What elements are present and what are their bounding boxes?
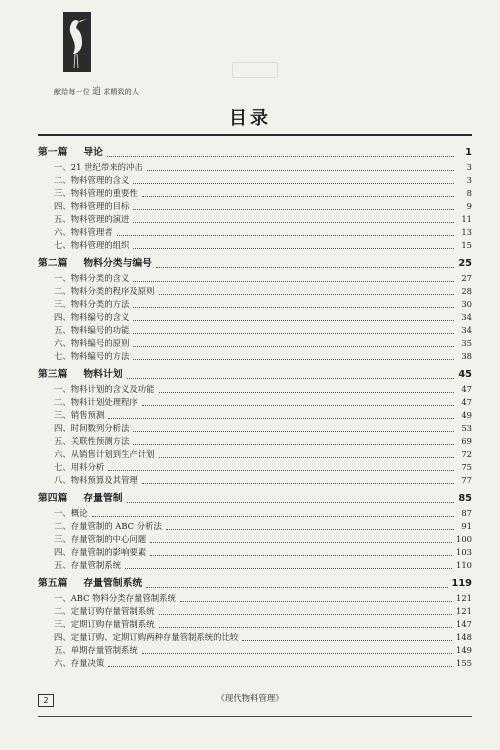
entry-page: 49	[461, 410, 472, 420]
leader-dots	[133, 320, 454, 321]
page-number: 2	[38, 694, 54, 707]
toc-entry[interactable]	[38, 461, 472, 474]
entry-page: 30	[461, 299, 472, 309]
toc-entry[interactable]	[38, 533, 472, 546]
entry-page: 75	[461, 462, 472, 472]
part-title: 存量管制系统	[83, 578, 143, 589]
toc-entry[interactable]	[38, 311, 472, 324]
toc-entry[interactable]	[38, 272, 472, 285]
leader-dots	[108, 470, 454, 471]
entry-label: 五、物料管理的演进	[54, 214, 130, 224]
entry-page: 72	[461, 449, 472, 459]
footer-divider	[38, 716, 472, 717]
egret-logo	[63, 12, 91, 72]
part-title: 物料计划	[83, 369, 123, 380]
leader-dots	[133, 444, 454, 445]
entry-page: 77	[461, 475, 472, 485]
entry-page: 155	[456, 658, 472, 668]
toc-entry[interactable]	[38, 187, 472, 200]
leader-dots	[107, 156, 454, 157]
leader-dots	[92, 516, 455, 517]
entry-label: 一、21 世纪带来的冲击	[54, 162, 143, 172]
part-heading-label	[38, 145, 103, 161]
entry-label: 二、物料计划处理程序	[54, 397, 138, 407]
part-number: 第二篇	[38, 258, 68, 269]
part-title: 导论	[83, 147, 103, 158]
part-page: 85	[458, 493, 472, 504]
entry-label: 八、物料预算及其管理	[54, 475, 138, 485]
toc-entry[interactable]	[38, 422, 472, 435]
toc-entry[interactable]	[38, 337, 472, 350]
toc-entry[interactable]	[38, 520, 472, 533]
page-title: 目录	[229, 108, 271, 129]
leader-dots	[125, 568, 452, 569]
entry-label: 五、存量管制系统	[54, 560, 121, 570]
entry-label: 一、物料计划的含义及功能	[54, 384, 155, 394]
entry-page: 34	[461, 312, 472, 322]
leader-dots	[133, 431, 454, 432]
entry-label: 四、时间数列分析法	[54, 423, 130, 433]
part-heading-label	[38, 367, 123, 383]
entry-page: 11	[461, 214, 472, 224]
toc-entry[interactable]	[38, 239, 472, 252]
entry-page: 91	[461, 521, 472, 531]
leader-dots	[159, 457, 455, 458]
toc-entry[interactable]	[38, 298, 472, 311]
entry-page: 53	[461, 423, 472, 433]
entry-label: 六、从销售计划到生产计划	[54, 449, 155, 459]
part-heading-label	[38, 256, 152, 272]
entry-page: 103	[456, 547, 472, 557]
leader-dots	[117, 235, 454, 236]
entry-label: 一、概论	[54, 508, 88, 518]
part-page: 25	[458, 258, 472, 269]
leader-dots	[133, 346, 454, 347]
toc-entry[interactable]	[38, 546, 472, 559]
part-number: 第四篇	[38, 493, 68, 504]
toc-part	[38, 256, 472, 363]
toc-part-heading[interactable]	[38, 145, 472, 161]
title-divider	[38, 134, 472, 136]
leader-dots	[133, 222, 454, 223]
toc-entry[interactable]	[38, 324, 472, 337]
toc-entry[interactable]	[38, 285, 472, 298]
leader-dots	[146, 587, 447, 588]
entry-page: 148	[456, 632, 472, 642]
entry-label: 四、物料管理的目标	[54, 201, 130, 211]
entry-label: 五、单期存量管制系统	[54, 645, 138, 655]
entry-page: 3	[466, 175, 472, 185]
entry-page: 27	[461, 273, 472, 283]
leader-dots	[159, 392, 455, 393]
toc-entry[interactable]	[38, 161, 472, 174]
toc-part-heading[interactable]	[38, 491, 472, 507]
entry-label: 一、ABC 物料分类存量管制系统	[54, 593, 176, 603]
toc-entry[interactable]	[38, 213, 472, 226]
leader-dots	[142, 196, 454, 197]
part-number: 第一篇	[38, 147, 68, 158]
leader-dots	[133, 209, 454, 210]
toc-entry[interactable]	[38, 559, 472, 572]
leader-dots	[150, 542, 452, 543]
entry-page: 47	[461, 397, 472, 407]
entry-label: 三、物料管理的重要性	[54, 188, 138, 198]
leader-dots	[147, 170, 454, 171]
entry-label: 二、定量订购存量管制系统	[54, 606, 155, 616]
leader-dots	[133, 248, 454, 249]
bleed-through-mark	[232, 62, 278, 78]
entry-label: 七、用料分析	[54, 462, 105, 472]
leader-dots	[180, 601, 452, 602]
toc-entry[interactable]	[38, 396, 472, 409]
toc-entry[interactable]	[38, 657, 472, 670]
entry-label: 三、销售预测	[54, 410, 105, 420]
entry-label: 五、物料编号的功能	[54, 325, 130, 335]
toc-entry[interactable]	[38, 200, 472, 213]
toc-entry[interactable]	[38, 350, 472, 363]
leader-dots	[133, 307, 454, 308]
toc-entry[interactable]	[38, 592, 472, 605]
toc-entry[interactable]	[38, 631, 472, 644]
part-page: 1	[465, 147, 472, 158]
toc-entry[interactable]	[38, 226, 472, 239]
entry-page: 35	[461, 338, 472, 348]
leader-dots	[127, 378, 454, 379]
leader-dots	[242, 640, 452, 641]
entry-label: 二、物料分类的程序及原则	[54, 286, 155, 296]
toc-entry[interactable]	[38, 409, 472, 422]
leader-dots	[108, 418, 454, 419]
entry-page: 149	[456, 645, 472, 655]
leader-dots	[133, 281, 454, 282]
entry-page: 47	[461, 384, 472, 394]
toc-entry[interactable]	[38, 605, 472, 618]
entry-page: 34	[461, 325, 472, 335]
leader-dots	[142, 405, 454, 406]
entry-label: 七、物料编号的方法	[54, 351, 130, 361]
entry-label: 三、定期订购存量管制系统	[54, 619, 155, 629]
entry-label: 二、存量管制的 ABC 分析法	[54, 521, 162, 531]
entry-label: 六、物料编号的原则	[54, 338, 130, 348]
leader-dots	[150, 555, 452, 556]
entry-page: 13	[461, 227, 472, 237]
toc-part-heading[interactable]	[38, 256, 472, 272]
book-title: 《现代物料管理》	[216, 693, 284, 703]
entry-page: 3	[466, 162, 472, 172]
part-number: 第三篇	[38, 369, 68, 380]
entry-page: 87	[461, 508, 472, 518]
entry-page: 121	[456, 593, 472, 603]
leader-dots	[127, 502, 454, 503]
entry-label: 六、物料管理者	[54, 227, 113, 237]
entry-page: 121	[456, 606, 472, 616]
entry-label: 四、存量管制的影响要素	[54, 547, 147, 557]
toc-entry[interactable]	[38, 507, 472, 520]
part-number: 第五篇	[38, 578, 68, 589]
entry-label: 七、物料管理的组织	[54, 240, 130, 250]
entry-label: 三、存量管制的中心问题	[54, 534, 147, 544]
leader-dots	[108, 666, 452, 667]
toc-part	[38, 576, 472, 670]
toc-entry[interactable]	[38, 448, 472, 461]
entry-page: 69	[461, 436, 472, 446]
entry-label: 四、定量订购、定期订购两种存量管制系统的比较	[54, 632, 239, 642]
toc-entry[interactable]	[38, 435, 472, 448]
entry-label: 六、存量决策	[54, 658, 105, 668]
leader-dots	[133, 183, 454, 184]
table-of-contents	[38, 145, 472, 674]
entry-label: 二、物料管理的含义	[54, 175, 130, 185]
entry-label: 一、物料分类的含义	[54, 273, 130, 283]
leader-dots	[133, 333, 454, 334]
leader-dots	[142, 483, 454, 484]
entry-label: 三、物料分类的方法	[54, 299, 130, 309]
toc-entry[interactable]	[38, 644, 472, 657]
toc-part	[38, 491, 472, 572]
leader-dots	[156, 267, 454, 268]
part-title: 物料分类与编号	[83, 258, 152, 269]
header-tagline: 献给每一位 追 求精致的人	[54, 87, 140, 97]
leader-dots	[142, 653, 452, 654]
entry-page: 110	[456, 560, 472, 570]
leader-dots	[159, 294, 455, 295]
part-page: 45	[458, 369, 472, 380]
egret-icon	[63, 12, 91, 72]
toc-entry[interactable]	[38, 474, 472, 487]
entry-label: 五、关联性预测方法	[54, 436, 130, 446]
toc-entry[interactable]	[38, 383, 472, 396]
entry-page: 100	[456, 534, 472, 544]
toc-part	[38, 145, 472, 252]
part-title: 存量管制	[83, 493, 123, 504]
entry-page: 15	[461, 240, 472, 250]
part-heading-label	[38, 491, 123, 507]
entry-page: 9	[466, 201, 472, 211]
leader-dots	[133, 359, 454, 360]
part-page: 119	[451, 578, 472, 589]
toc-part-heading[interactable]	[38, 576, 472, 592]
part-heading-label	[38, 576, 142, 592]
toc-part	[38, 367, 472, 487]
entry-label: 四、物料编号的含义	[54, 312, 130, 322]
toc-entry[interactable]	[38, 174, 472, 187]
entry-page: 28	[461, 286, 472, 296]
entry-page: 8	[466, 188, 472, 198]
entry-page: 147	[456, 619, 472, 629]
entry-page: 38	[461, 351, 472, 361]
leader-dots	[159, 627, 453, 628]
leader-dots	[159, 614, 453, 615]
leader-dots	[166, 529, 454, 530]
toc-entry[interactable]	[38, 618, 472, 631]
toc-part-heading[interactable]	[38, 367, 472, 383]
